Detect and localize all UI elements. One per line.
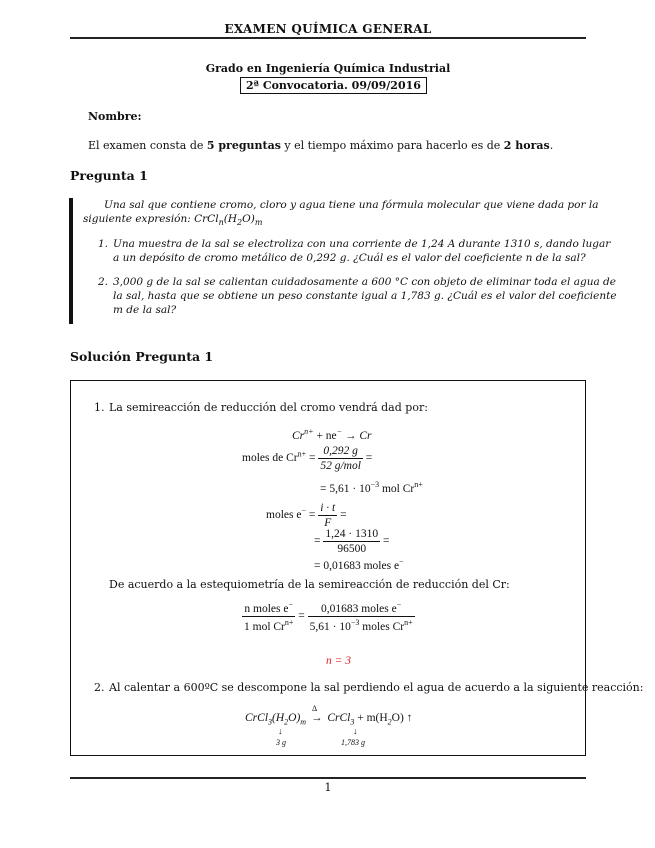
solution-item-2-text: Al calentar a 600ºC se descompone la sal perdiendo el agua de acuerdo a la siguiente reacción:	[109, 681, 644, 694]
moles-e-equals: =	[305, 509, 319, 522]
moles-e-sub-fraction	[323, 528, 380, 555]
formula-mid: (H	[223, 213, 237, 225]
ratio-right-numerator	[308, 600, 415, 617]
moles-cr-unit: mol Cr	[379, 482, 415, 495]
moles-e-charge: −	[301, 506, 306, 516]
moles-e-result	[314, 557, 404, 572]
reduction-reaction	[292, 427, 371, 442]
decomposition-reaction	[245, 704, 413, 727]
decomp-lhs: CrCl	[245, 712, 269, 724]
moles-cr-value: = 5,61 · 10	[320, 482, 371, 495]
header-rule	[70, 37, 586, 39]
statement-formula-start: siguiente expresión: CrCl	[83, 213, 219, 225]
name-label: Nombre:	[88, 110, 142, 123]
question-item-2-line3: m de la sal?	[113, 304, 177, 316]
question-bar	[69, 198, 73, 324]
intro-text-3: .	[549, 139, 554, 152]
moles-cr-label: moles de Cr	[242, 452, 298, 465]
page-number: 1	[324, 781, 332, 794]
intro-text-2: y el tiempo máximo para hacerlo es de	[280, 139, 504, 152]
intro-questions: 5 preguntas	[206, 139, 281, 152]
solution-item-1-text: La semireacción de reducción del cromo vendrá dad por:	[109, 401, 428, 414]
decomp-lhs-sub: 3	[268, 717, 273, 727]
reaction-arrow: →	[342, 429, 360, 442]
formula-sub-n: n	[218, 218, 224, 228]
solution-item-1-num: 1.	[94, 401, 105, 414]
reaction-electron-charge: −	[336, 427, 343, 436]
moles-e-equation	[266, 502, 347, 529]
intro-text-1: El examen consta de	[88, 139, 207, 152]
ratio-right-num-charge: −	[396, 600, 402, 609]
decomp-rhs-b-sub: 2	[387, 717, 392, 727]
question-item-2-num: 2.	[98, 276, 109, 288]
question-item-1-num: 1.	[98, 238, 109, 250]
question-statement-line1: Una sal que contiene cromo, cloro y agua tiene una fórmula molecular que viene dada por la	[104, 199, 599, 211]
moles-cr-numerator: 0,292 g	[318, 445, 363, 459]
ratio-right-denominator	[308, 617, 415, 633]
moles-cr-charge: n+	[297, 449, 307, 459]
reaction-lhs: Cr	[292, 429, 305, 442]
decomp-down-arrow-1: ↓	[278, 726, 283, 736]
reaction-electrons: + ne	[313, 429, 337, 442]
moles-e-denominator: F	[324, 517, 332, 529]
ratio-left-numerator	[242, 600, 295, 617]
decomp-lhs-c: O)	[288, 712, 301, 724]
ratio-left-denominator	[242, 617, 295, 633]
moles-cr-equals-2: =	[362, 452, 373, 465]
moles-e-result-charge: −	[399, 557, 404, 566]
footer-rule	[70, 777, 586, 779]
ratio-equals: =	[295, 609, 308, 622]
ratio-right-num-text: 0,01683 moles e	[321, 602, 397, 615]
ratio-left-den-text: 1 mol Cr	[244, 620, 285, 633]
formula-sub-2: 2	[237, 218, 243, 228]
moles-e-label: moles e	[266, 509, 302, 522]
moles-e-equals-4: =	[380, 535, 390, 548]
moles-cr-equals: =	[306, 452, 319, 465]
formula-sub-m: m	[254, 218, 263, 228]
decomp-lhs-b: (H	[272, 712, 285, 724]
question-item-2-line2: la sal, hasta que se obtiene un peso constante igual a 1,783 g. ¿Cuál es el valor del coeficiente	[113, 290, 617, 302]
moles-cr-exponent: −3	[370, 480, 380, 489]
moles-e-substitution	[314, 528, 389, 555]
moles-cr-result	[320, 480, 423, 495]
exam-intro	[88, 139, 553, 152]
reaction-lhs-charge: n+	[304, 427, 314, 436]
decomp-rhs-sub: 3	[350, 717, 355, 727]
moles-cr-fraction	[318, 445, 363, 472]
degree-title: Grado en Ingeniería Química Industrial	[205, 62, 451, 75]
question-1-heading: Pregunta 1	[70, 168, 148, 183]
decomp-down-arrow-2: ↓	[353, 726, 358, 736]
stoichiometry-text: De acuerdo a la estequiometría de la semireacción de reducción del Cr:	[109, 578, 510, 591]
solution-item-2-num: 2.	[94, 681, 105, 694]
decomp-mass-final: 1,783 g	[341, 738, 365, 747]
moles-e-equals-2: =	[337, 509, 347, 522]
question-item-1-line1: Una muestra de la sal se electroliza con una corriente de 1,24 A durante 1310 s, dando lugar	[113, 238, 611, 250]
ratio-right-den-text: 5,61 · 10	[309, 620, 351, 633]
moles-cr-denominator: 52 g/mol	[320, 460, 361, 472]
decomp-lhs-c-sub: m	[300, 717, 307, 727]
ratio-right-fraction	[308, 600, 415, 633]
ratio-left-num-charge: −	[288, 600, 293, 609]
decomp-lhs-b-sub: 2	[284, 717, 289, 727]
decomp-arrow-label: Δ	[311, 704, 318, 713]
moles-e-sub-denominator: 96500	[337, 543, 367, 555]
moles-e-value: = 0,01683 moles e	[314, 559, 400, 572]
result-n: n = 3	[326, 655, 352, 667]
exam-title: EXAMEN QUÍMICA GENERAL	[224, 22, 432, 36]
decomp-rhs: CrCl	[324, 712, 351, 724]
ratio-right-den-charge: n+	[404, 617, 413, 627]
ratio-right-den-unit: moles Cr	[359, 620, 405, 633]
solution-1-heading: Solución Pregunta 1	[70, 349, 214, 364]
decomp-mass-initial: 3 g	[276, 738, 286, 747]
ratio-right-den-exponent: −3	[350, 617, 360, 627]
moles-e-sub-numerator: 1,24 · 1310	[325, 528, 379, 540]
reaction-rhs: Cr	[359, 429, 372, 442]
moles-e-numerator: i · t	[320, 502, 336, 514]
question-item-1-line2: a un depósito de cromo metálico de 0,292 g. ¿Cuál es el valor del coeficiente n de la sal?	[113, 252, 586, 264]
decomp-rhs-c: O) ↑	[391, 712, 413, 724]
convocatoria-box: 2ª Convocatoria. 09/09/2016	[240, 77, 427, 94]
ratio-left-num-text: n moles e	[244, 602, 289, 615]
question-item-2-line1: 3,000 g de la sal se calientan cuidadosamente a 600 °C con objeto de eliminar toda el agua de	[113, 276, 616, 288]
moles-cr-unit-charge: n+	[414, 480, 423, 489]
moles-e-equals-3: =	[314, 535, 324, 548]
intro-hours: 2 horas	[503, 139, 550, 152]
decomp-arrow	[309, 704, 325, 724]
ratio-left-den-charge: n+	[284, 617, 294, 627]
decomp-rhs-b: + m(H	[354, 712, 388, 724]
ratio-left-fraction	[242, 600, 295, 633]
moles-e-fraction	[318, 502, 337, 529]
question-statement-line2	[83, 213, 262, 227]
stoichiometry-ratio	[242, 600, 415, 633]
moles-cr-equation	[242, 445, 372, 472]
formula-end: O)	[242, 213, 255, 225]
decomp-arrow-glyph: →	[310, 712, 323, 724]
